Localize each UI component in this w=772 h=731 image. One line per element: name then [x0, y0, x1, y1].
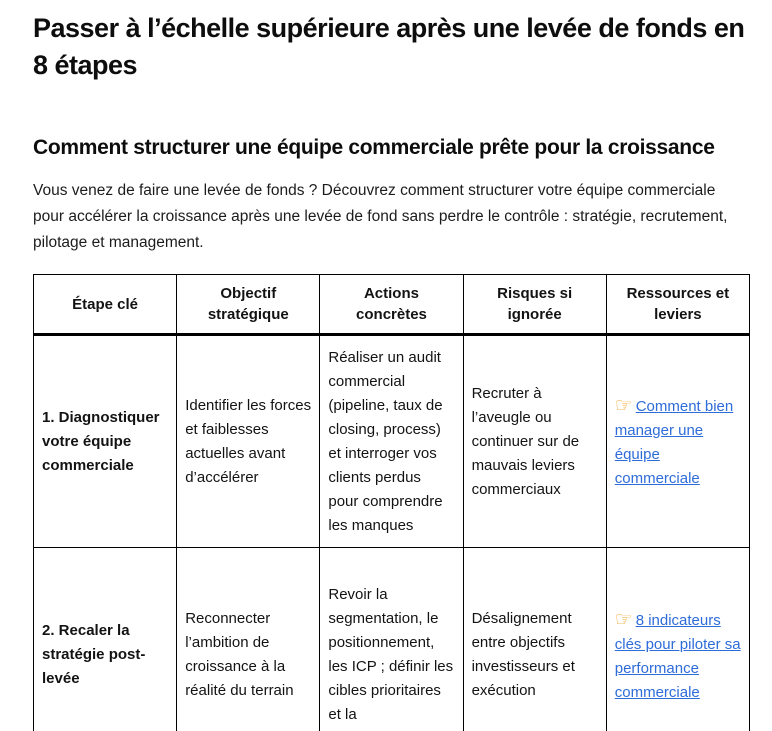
col-header-objectif-strategique: Objectif stratégique	[177, 275, 320, 335]
article-page	[0, 10, 772, 731]
col-header-risques-si-ignoree: Risques si ignorée	[463, 275, 606, 335]
table-row-step-1	[34, 335, 750, 548]
cell-step-1-name: 1. Diagnostiquer votre équipe commerciale	[34, 335, 177, 548]
col-header-actions-concretes: Actions concrètes	[320, 275, 463, 335]
pointing-right-icon: ☞	[614, 606, 633, 631]
page-title: Passer à l’échelle supérieure après une levée de fonds en 8 étapes	[33, 13, 745, 80]
cell-step-1-actions: Réaliser un audit commercial (pipeline, taux de closing, process) et interroger vos clients perdus pour comprendre les manques	[320, 335, 463, 548]
section-heading: Comment structurer une équipe commerciale prête pour la croissance	[33, 136, 715, 159]
col-header-etape-cle: Étape clé	[34, 275, 177, 335]
link-manager-equipe-commerciale[interactable]: Comment bien manager une équipe commerciale	[614, 398, 734, 487]
cell-step-1-objective: Identifier les forces et faiblesses actuelles avant d’accélérer	[177, 335, 320, 548]
cell-step-2-name: 2. Recaler la stratégie post-levée	[34, 548, 177, 731]
intro-paragraph: Vous venez de faire une levée de fonds ? Découvrez comment structurer votre équipe commerciale pour accélérer la croissance après une levée de fond sans perdre le contrôle : stratégie, recrutement, pilotage et management.	[33, 182, 728, 251]
cell-step-2-actions: Revoir la segmentation, le positionnement, les ICP ; définir les cibles prioritaires et la	[320, 548, 463, 731]
table-row-step-2	[34, 548, 750, 731]
pointing-right-icon: ☞	[614, 393, 633, 417]
cell-step-1-risks: Recruter à l’aveugle ou continuer sur de mauvais leviers commerciaux	[463, 335, 606, 548]
link-8-indicateurs-cles[interactable]: 8 indicateurs clés pour piloter sa performance commerciale	[614, 611, 741, 701]
table-header-row	[34, 275, 750, 335]
cell-step-2-resources	[606, 548, 749, 731]
steps-table	[33, 274, 750, 731]
cell-step-1-resources	[606, 335, 749, 548]
cell-step-2-risks: Désalignement entre objectifs investisseurs et exécution	[463, 548, 606, 731]
cell-step-2-objective: Reconnecter l’ambition de croissance à la réalité du terrain	[177, 548, 320, 731]
col-header-ressources-et-leviers: Ressources et leviers	[606, 275, 749, 335]
